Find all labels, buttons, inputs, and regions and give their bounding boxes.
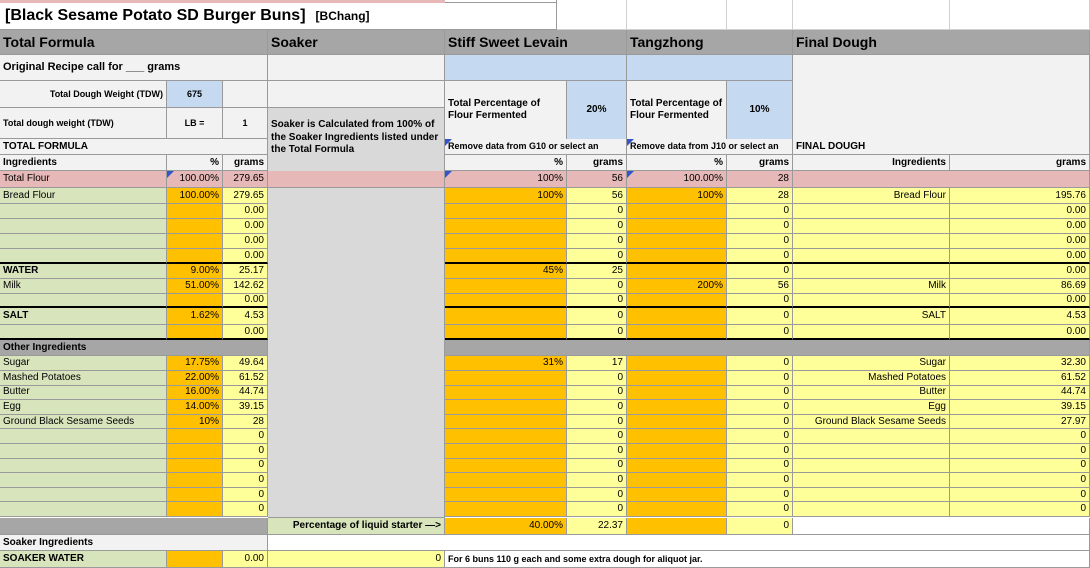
liquid-starter-band[interactable] — [0, 518, 268, 535]
final-dough-name[interactable]: Milk — [793, 279, 950, 294]
other-levain-grams[interactable]: 0 — [567, 429, 627, 444]
other-final-name[interactable]: Egg — [793, 400, 950, 415]
levain-grams[interactable]: 56 — [567, 188, 627, 204]
empty-cell[interactable] — [793, 0, 950, 30]
liquid-starter-pct[interactable]: 40.00% — [445, 518, 567, 535]
other-levain-pct[interactable] — [445, 488, 567, 503]
other-levain-pct[interactable] — [445, 415, 567, 430]
other-levain-grams[interactable]: 0 — [567, 459, 627, 474]
other-final-grams[interactable]: 0 — [950, 429, 1090, 444]
tangzhong-pct[interactable]: 200% — [627, 279, 727, 294]
other-ingredient-grams[interactable]: 49.64 — [223, 356, 268, 371]
tangzhong-grams[interactable]: 0 — [727, 249, 793, 264]
final-dough-name[interactable]: Bread Flour — [793, 188, 950, 204]
other-ingredient-pct[interactable] — [167, 459, 223, 474]
empty-cell[interactable] — [557, 0, 627, 30]
other-ingredient-name[interactable]: Mashed Potatoes — [0, 371, 167, 386]
other-tz-pct[interactable] — [627, 502, 727, 517]
col-tz-grams[interactable]: grams — [727, 155, 793, 171]
levain-pct[interactable]: 45% — [445, 264, 567, 279]
section-total-formula[interactable]: Total Formula — [0, 30, 268, 55]
other-ingredient-grams[interactable]: 0 — [223, 429, 268, 444]
original-recipe-label[interactable]: Original Recipe call for ___ grams — [0, 55, 268, 81]
levain-pct[interactable] — [445, 308, 567, 325]
tdw-label[interactable]: Total Dough Weight (TDW) — [0, 81, 167, 108]
comment-indicator-icon — [445, 171, 452, 178]
other-final-name[interactable]: Butter — [793, 386, 950, 401]
tdw-lb-label[interactable]: Total dough weight (TDW) — [0, 108, 167, 139]
ingredient-pct[interactable]: 9.00% — [167, 264, 223, 279]
levain-pct-input[interactable]: 20% — [567, 81, 627, 140]
other-ingredient-grams[interactable]: 0 — [223, 459, 268, 474]
total-flour-grams[interactable]: 279.65 — [223, 171, 268, 188]
section-tangzhong[interactable]: Tangzhong — [627, 30, 793, 55]
other-ingredient-pct[interactable] — [167, 488, 223, 503]
liquid-starter-label[interactable]: Percentage of liquid starter —> — [268, 518, 445, 535]
ingredient-grams[interactable]: 0.00 — [223, 219, 268, 234]
other-tz-pct[interactable] — [627, 415, 727, 430]
levain-grams[interactable]: 25 — [567, 264, 627, 279]
tangzhong-pct[interactable] — [627, 204, 727, 219]
soaker-water-label[interactable]: SOAKER WATER — [0, 551, 167, 568]
other-tz-pct[interactable] — [627, 459, 727, 474]
tangzhong-grams[interactable]: 0 — [727, 234, 793, 249]
soaker-blank-2[interactable] — [268, 81, 445, 108]
other-ingredient-name[interactable]: Butter — [0, 386, 167, 401]
other-ingredient-pct[interactable]: 22.00% — [167, 371, 223, 386]
other-final-grams[interactable]: 0 — [950, 488, 1090, 503]
other-levain-pct[interactable] — [445, 459, 567, 474]
tdw-blank[interactable] — [223, 81, 268, 108]
other-final-grams[interactable]: 27.97 — [950, 415, 1090, 430]
final-dough-name[interactable] — [793, 325, 950, 340]
ingredient-grams[interactable]: 0.00 — [223, 325, 268, 340]
final-dough-name[interactable] — [793, 264, 950, 279]
levain-grams[interactable]: 0 — [567, 325, 627, 340]
tangzhong-pct-label[interactable]: Total Percentage of Flour Fermented — [627, 81, 727, 140]
total-flour-label[interactable]: Total Flour — [0, 171, 167, 188]
tangzhong-header-blank[interactable] — [627, 55, 793, 81]
total-flour-tz-pct[interactable]: 100.00% — [627, 171, 727, 188]
soaker-note[interactable]: Soaker is Calculated from 100% of the Soaker Ingredients listed under the Total Formula — [268, 108, 445, 186]
tangzhong-grams[interactable]: 56 — [727, 279, 793, 294]
other-levain-grams[interactable]: 0 — [567, 502, 627, 517]
other-final-grams[interactable]: 32.30 — [950, 356, 1090, 371]
other-ingredient-grams[interactable]: 61.52 — [223, 371, 268, 386]
other-ingredient-pct[interactable] — [167, 429, 223, 444]
final-dough-name[interactable]: SALT — [793, 308, 950, 325]
ingredient-name[interactable]: SALT — [0, 308, 167, 325]
ingredient-pct[interactable]: 51.00% — [167, 279, 223, 294]
tangzhong-pct[interactable] — [627, 308, 727, 325]
other-final-grams[interactable]: 0 — [950, 444, 1090, 459]
liquid-starter-tz-pct[interactable] — [627, 518, 727, 535]
tangzhong-grams[interactable]: 0 — [727, 204, 793, 219]
other-tz-pct[interactable] — [627, 444, 727, 459]
ingredient-pct[interactable] — [167, 204, 223, 219]
other-tz-grams[interactable]: 0 — [727, 429, 793, 444]
other-tz-pct[interactable] — [627, 488, 727, 503]
other-ingredient-pct[interactable] — [167, 502, 223, 517]
soaker-column-body[interactable] — [268, 188, 445, 518]
final-dough-grams[interactable]: 195.76 — [950, 188, 1090, 204]
col-tz-pct[interactable]: % — [627, 155, 727, 171]
soaker-header-blank[interactable] — [268, 55, 445, 81]
other-tz-pct[interactable] — [627, 386, 727, 401]
tangzhong-pct[interactable] — [627, 219, 727, 234]
levain-header-blank[interactable] — [445, 55, 627, 81]
other-tz-pct[interactable] — [627, 429, 727, 444]
levain-grams[interactable]: 0 — [567, 294, 627, 308]
other-levain-grams[interactable]: 0 — [567, 386, 627, 401]
other-final-name[interactable] — [793, 502, 950, 517]
levain-pct[interactable] — [445, 249, 567, 264]
ingredient-name[interactable] — [0, 234, 167, 249]
total-flour-soaker[interactable] — [268, 171, 445, 188]
soaker-water-soaker-grams[interactable]: 0 — [268, 551, 445, 568]
other-ingredient-pct[interactable]: 16.00% — [167, 386, 223, 401]
tangzhong-pct[interactable] — [627, 325, 727, 340]
other-levain-pct[interactable] — [445, 371, 567, 386]
section-soaker[interactable]: Soaker — [268, 30, 445, 55]
total-flour-levain-grams[interactable]: 56 — [567, 171, 627, 188]
total-flour-tz-grams[interactable]: 28 — [727, 171, 793, 188]
levain-pct-label[interactable]: Total Percentage of Flour Fermented — [445, 81, 567, 140]
ingredient-pct[interactable] — [167, 219, 223, 234]
other-tz-pct[interactable] — [627, 400, 727, 415]
other-ingredient-pct[interactable] — [167, 444, 223, 459]
other-tz-grams[interactable]: 0 — [727, 459, 793, 474]
tangzhong-grams[interactable]: 0 — [727, 264, 793, 279]
other-tz-pct[interactable] — [627, 473, 727, 488]
other-final-grams[interactable]: 39.15 — [950, 400, 1090, 415]
levain-pct[interactable] — [445, 219, 567, 234]
other-ingredient-name[interactable] — [0, 473, 167, 488]
levain-grams[interactable]: 0 — [567, 279, 627, 294]
ingredient-name[interactable] — [0, 204, 167, 219]
total-flour-final[interactable] — [793, 171, 1090, 188]
other-levain-pct[interactable] — [445, 400, 567, 415]
other-levain-pct[interactable]: 31% — [445, 356, 567, 371]
other-tz-pct[interactable] — [627, 371, 727, 386]
ingredient-name[interactable] — [0, 294, 167, 308]
other-ingredient-name[interactable] — [0, 488, 167, 503]
other-final-name[interactable] — [793, 473, 950, 488]
ingredient-grams[interactable]: 0.00 — [223, 234, 268, 249]
other-tz-grams[interactable]: 0 — [727, 400, 793, 415]
final-dough-grams[interactable]: 0.00 — [950, 204, 1090, 219]
other-final-name[interactable]: Ground Black Sesame Seeds — [793, 415, 950, 430]
ingredient-pct[interactable] — [167, 325, 223, 340]
ingredient-pct[interactable]: 1.62% — [167, 308, 223, 325]
other-final-grams[interactable]: 0 — [950, 459, 1090, 474]
other-ingredient-grams[interactable]: 39.15 — [223, 400, 268, 415]
other-ingredient-name[interactable]: Sugar — [0, 356, 167, 371]
final-dough-header-blank[interactable] — [793, 55, 1090, 141]
tangzhong-grams[interactable]: 0 — [727, 294, 793, 308]
tangzhong-grams[interactable]: 28 — [727, 188, 793, 204]
levain-pct[interactable] — [445, 279, 567, 294]
tangzhong-pct[interactable] — [627, 249, 727, 264]
final-dough-name[interactable] — [793, 234, 950, 249]
ingredient-grams[interactable]: 0.00 — [223, 249, 268, 264]
other-levain-grams[interactable]: 0 — [567, 488, 627, 503]
final-dough-grams[interactable]: 0.00 — [950, 264, 1090, 279]
tangzhong-grams[interactable]: 0 — [727, 219, 793, 234]
levain-remove-note[interactable]: Remove data from G10 or select an — [445, 139, 627, 155]
ingredient-name[interactable] — [0, 325, 167, 340]
levain-grams[interactable]: 0 — [567, 249, 627, 264]
ingredient-grams[interactable]: 279.65 — [223, 188, 268, 204]
other-final-name[interactable]: Mashed Potatoes — [793, 371, 950, 386]
liquid-starter-blank[interactable] — [793, 518, 1090, 535]
ingredient-name[interactable] — [0, 219, 167, 234]
other-levain-pct[interactable] — [445, 473, 567, 488]
col-fd-grams[interactable]: grams — [950, 155, 1090, 171]
other-final-grams[interactable]: 61.52 — [950, 371, 1090, 386]
final-dough-name[interactable] — [793, 219, 950, 234]
ingredient-grams[interactable]: 0.00 — [223, 294, 268, 308]
other-ingredient-pct[interactable]: 17.75% — [167, 356, 223, 371]
other-ingredient-name[interactable] — [0, 459, 167, 474]
other-ingredient-name[interactable]: Egg — [0, 400, 167, 415]
total-flour-pct[interactable]: 100.00% — [167, 171, 223, 188]
levain-pct[interactable]: 100% — [445, 188, 567, 204]
other-levain-grams[interactable]: 0 — [567, 400, 627, 415]
empty-cell[interactable] — [627, 0, 727, 30]
other-final-name[interactable] — [793, 429, 950, 444]
other-levain-grams[interactable]: 17 — [567, 356, 627, 371]
levain-grams[interactable]: 0 — [567, 219, 627, 234]
other-ingredient-name[interactable] — [0, 444, 167, 459]
comment-indicator-icon — [445, 139, 452, 146]
ingredient-name[interactable]: Bread Flour — [0, 188, 167, 204]
ingredient-name[interactable]: Milk — [0, 279, 167, 294]
other-tz-grams[interactable]: 0 — [727, 356, 793, 371]
other-final-name[interactable] — [793, 488, 950, 503]
final-dough-grams[interactable]: 0.00 — [950, 294, 1090, 308]
other-ingredient-name[interactable]: Ground Black Sesame Seeds — [0, 415, 167, 430]
final-dough-grams[interactable]: 0.00 — [950, 249, 1090, 264]
empty-cell[interactable] — [950, 0, 1090, 30]
other-ingredient-pct[interactable]: 10% — [167, 415, 223, 430]
final-dough-name[interactable] — [793, 294, 950, 308]
other-ingredient-pct[interactable]: 14.00% — [167, 400, 223, 415]
tdw-value-input[interactable]: 675 — [167, 81, 223, 108]
other-ingredient-grams[interactable]: 0 — [223, 502, 268, 517]
ingredient-grams[interactable]: 25.17 — [223, 264, 268, 279]
other-levain-grams[interactable]: 0 — [567, 415, 627, 430]
final-dough-grams[interactable]: 0.00 — [950, 325, 1090, 340]
ingredient-name[interactable] — [0, 249, 167, 264]
comment-indicator-icon — [167, 171, 174, 178]
col-fd-ingredients[interactable]: Ingredients — [793, 155, 950, 171]
other-levain-pct[interactable] — [445, 444, 567, 459]
other-ingredient-name[interactable] — [0, 429, 167, 444]
ingredient-grams[interactable]: 4.53 — [223, 308, 268, 325]
other-final-grams[interactable]: 0 — [950, 473, 1090, 488]
other-tz-pct[interactable] — [627, 356, 727, 371]
other-ingredient-grams[interactable]: 28 — [223, 415, 268, 430]
other-levain-grams[interactable]: 0 — [567, 444, 627, 459]
tangzhong-pct-input[interactable]: 10% — [727, 81, 793, 140]
other-levain-pct[interactable] — [445, 429, 567, 444]
lb-label[interactable]: LB = — [167, 108, 223, 139]
other-levain-pct[interactable] — [445, 502, 567, 517]
tangzhong-pct[interactable] — [627, 264, 727, 279]
other-ingredient-pct[interactable] — [167, 473, 223, 488]
section-final-dough[interactable]: Final Dough — [793, 30, 1090, 55]
col-grams[interactable]: grams — [223, 155, 268, 171]
lb-value[interactable]: 1 — [223, 108, 268, 139]
other-tz-grams[interactable]: 0 — [727, 386, 793, 401]
levain-pct[interactable] — [445, 294, 567, 308]
other-levain-grams[interactable]: 0 — [567, 473, 627, 488]
final-dough-grams[interactable]: 86.69 — [950, 279, 1090, 294]
other-final-name[interactable] — [793, 444, 950, 459]
final-dough-caps[interactable]: FINAL DOUGH — [793, 139, 1090, 155]
final-dough-grams[interactable]: 4.53 — [950, 308, 1090, 325]
comment-indicator-icon — [627, 139, 634, 146]
other-ingredients-header[interactable]: Other Ingredients — [0, 340, 268, 356]
soaker-water-pct[interactable] — [167, 551, 223, 568]
other-final-grams[interactable]: 44.74 — [950, 386, 1090, 401]
ingredient-pct[interactable] — [167, 234, 223, 249]
tangzhong-pct[interactable] — [627, 294, 727, 308]
other-tz-grams[interactable]: 0 — [727, 371, 793, 386]
levain-grams[interactable]: 0 — [567, 234, 627, 249]
other-tz-grams[interactable]: 0 — [727, 502, 793, 517]
author-text: [BChang] — [315, 9, 370, 23]
col-levain-grams[interactable]: grams — [567, 155, 627, 171]
sheet-title[interactable] — [0, 3, 557, 30]
other-ingredient-grams[interactable]: 44.74 — [223, 386, 268, 401]
soaker-water-grams[interactable]: 0.00 — [223, 551, 268, 568]
comment-indicator-icon — [627, 171, 634, 178]
other-ingredient-grams[interactable]: 0 — [223, 473, 268, 488]
ingredient-pct[interactable]: 100.00% — [167, 188, 223, 204]
tangzhong-grams[interactable]: 0 — [727, 308, 793, 325]
other-tz-grams[interactable]: 0 — [727, 415, 793, 430]
col-ingredients[interactable]: Ingredients — [0, 155, 167, 171]
other-tz-grams[interactable]: 0 — [727, 488, 793, 503]
tangzhong-pct[interactable] — [627, 234, 727, 249]
tangzhong-grams[interactable]: 0 — [727, 325, 793, 340]
soaker-ingredients-header[interactable]: Soaker Ingredients — [0, 535, 268, 551]
levain-pct[interactable] — [445, 325, 567, 340]
other-levain-pct[interactable] — [445, 386, 567, 401]
soaker-ingredients-blank[interactable] — [268, 535, 1090, 551]
title-text: [Black Sesame Potato SD Burger Buns] — [5, 7, 306, 24]
other-final-name[interactable] — [793, 459, 950, 474]
levain-pct[interactable] — [445, 204, 567, 219]
col-pct[interactable]: % — [167, 155, 223, 171]
other-tz-grams[interactable]: 0 — [727, 444, 793, 459]
levain-pct[interactable] — [445, 234, 567, 249]
final-dough-grams[interactable]: 0.00 — [950, 219, 1090, 234]
ingredient-grams[interactable]: 142.62 — [223, 279, 268, 294]
other-ingredient-grams[interactable]: 0 — [223, 444, 268, 459]
tangzhong-remove-note[interactable]: Remove data from J10 or select an — [627, 139, 793, 155]
other-levain-grams[interactable]: 0 — [567, 371, 627, 386]
col-levain-pct[interactable]: % — [445, 155, 567, 171]
total-flour-levain-pct[interactable]: 100% — [445, 171, 567, 188]
tangzhong-pct[interactable]: 100% — [627, 188, 727, 204]
ingredient-pct[interactable] — [167, 294, 223, 308]
liquid-starter-grams[interactable]: 22.37 — [567, 518, 627, 535]
other-ingredients-band[interactable] — [445, 340, 1090, 356]
levain-grams[interactable]: 0 — [567, 308, 627, 325]
other-final-name[interactable]: Sugar — [793, 356, 950, 371]
total-formula-caps[interactable]: TOTAL FORMULA — [0, 139, 268, 155]
other-ingredient-grams[interactable]: 0 — [223, 488, 268, 503]
final-dough-grams[interactable]: 0.00 — [950, 234, 1090, 249]
empty-cell[interactable] — [727, 0, 793, 30]
section-stiff-levain[interactable]: Stiff Sweet Levain — [445, 30, 627, 55]
batch-note[interactable]: For 6 buns 110 g each and some extra dough for aliquot jar. — [445, 551, 1090, 568]
other-final-grams[interactable]: 0 — [950, 502, 1090, 517]
ingredient-name[interactable]: WATER — [0, 264, 167, 279]
ingredient-grams[interactable]: 0.00 — [223, 204, 268, 219]
liquid-starter-tz-grams[interactable]: 0 — [727, 518, 793, 535]
final-dough-name[interactable] — [793, 204, 950, 219]
final-dough-name[interactable] — [793, 249, 950, 264]
levain-grams[interactable]: 0 — [567, 204, 627, 219]
other-tz-grams[interactable]: 0 — [727, 473, 793, 488]
other-ingredient-name[interactable] — [0, 502, 167, 517]
ingredient-pct[interactable] — [167, 249, 223, 264]
